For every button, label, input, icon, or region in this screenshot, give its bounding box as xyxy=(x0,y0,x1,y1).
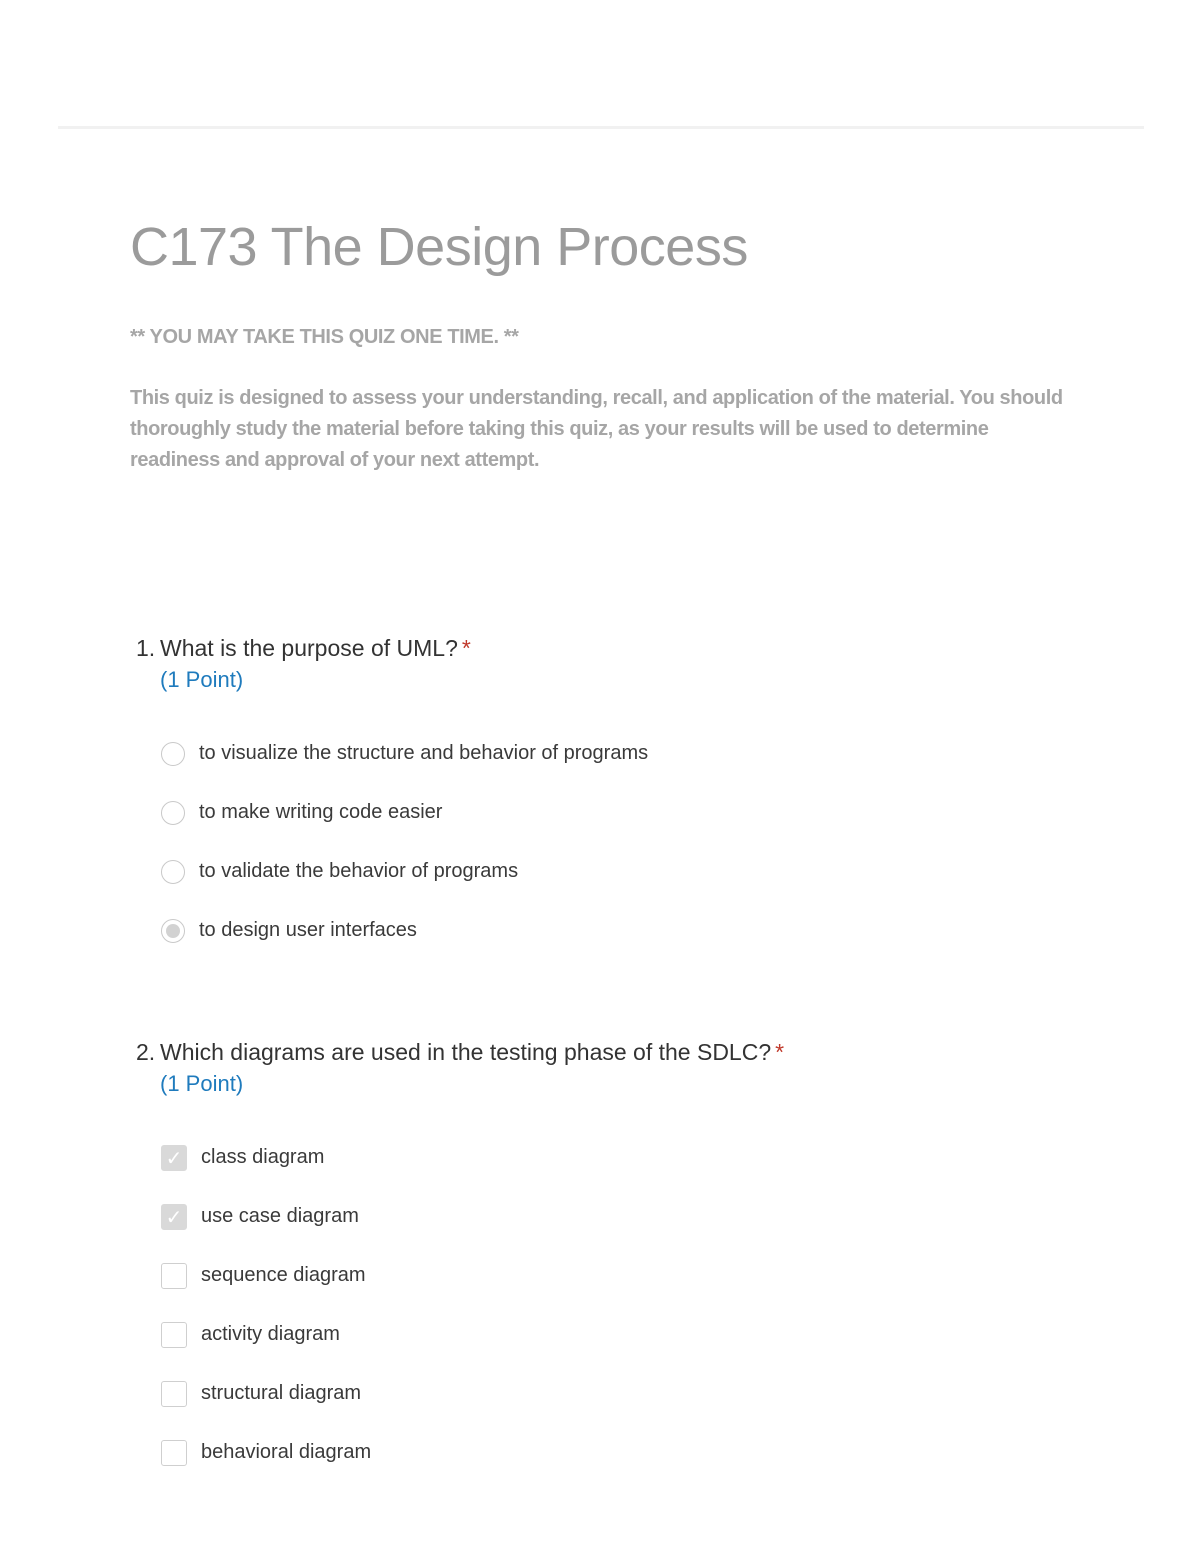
option-label[interactable]: behavioral diagram xyxy=(201,1441,372,1463)
checkbox[interactable] xyxy=(161,1381,187,1407)
checkbox-option[interactable] xyxy=(161,1305,1036,1364)
radio-button[interactable] xyxy=(161,801,185,825)
option-label[interactable]: class diagram xyxy=(201,1146,325,1168)
required-marker: * xyxy=(461,635,471,661)
option-label[interactable]: to design user interfaces xyxy=(199,919,417,941)
checkbox-option[interactable] xyxy=(161,1364,1036,1423)
checkbox-option[interactable] xyxy=(161,1187,1036,1246)
form-note: ** YOU MAY TAKE THIS QUIZ ONE TIME. ** xyxy=(130,326,519,348)
question-title xyxy=(136,1036,1036,1068)
header-divider xyxy=(58,126,1144,129)
checkbox-option[interactable] xyxy=(161,1246,1036,1305)
radio-option[interactable] xyxy=(161,842,1036,901)
option-label[interactable]: to validate the behavior of programs xyxy=(199,860,519,882)
radio-option[interactable] xyxy=(161,901,1036,960)
radio-button[interactable] xyxy=(161,860,185,884)
radio-option[interactable] xyxy=(161,724,1036,783)
question-points: (1 Point) xyxy=(160,667,244,692)
check-icon: ✓ xyxy=(165,1204,183,1229)
radio-group xyxy=(161,724,1036,960)
checkbox-option[interactable] xyxy=(161,1423,1036,1482)
option-label[interactable]: use case diagram xyxy=(201,1205,359,1227)
check-icon: ✓ xyxy=(165,1145,183,1170)
checkbox[interactable] xyxy=(161,1263,187,1289)
question-text: Which diagrams are used in the testing phase of the SDLC? xyxy=(160,1039,772,1065)
checkbox-checked[interactable] xyxy=(161,1145,187,1171)
option-label[interactable]: sequence diagram xyxy=(201,1264,366,1286)
form-title: C173 The Design Process xyxy=(130,217,748,277)
checkbox-group xyxy=(161,1128,1036,1482)
option-label[interactable]: structural diagram xyxy=(201,1382,362,1404)
checkbox[interactable] xyxy=(161,1440,187,1466)
question-text: What is the purpose of UML? xyxy=(160,635,458,661)
form-description: This quiz is designed to assess your understanding, recall, and application of the material. You should thoroughly study the material before taking this quiz, as your results will be used to determine readiness and approval of your next attempt. xyxy=(130,387,1063,471)
question-number: 1. xyxy=(136,635,156,661)
question-1 xyxy=(136,632,1036,960)
question-title xyxy=(136,632,1036,664)
checkbox[interactable] xyxy=(161,1322,187,1348)
question-points: (1 Point) xyxy=(160,1071,244,1096)
radio-button[interactable] xyxy=(161,742,185,766)
question-number: 2. xyxy=(136,1039,156,1065)
checkbox-checked[interactable] xyxy=(161,1204,187,1230)
radio-button-selected[interactable] xyxy=(161,919,185,943)
option-label[interactable]: to visualize the structure and behavior of programs xyxy=(199,742,649,764)
question-2 xyxy=(136,1036,1036,1482)
checkbox-option[interactable] xyxy=(161,1128,1036,1187)
radio-option[interactable] xyxy=(161,783,1036,842)
required-marker: * xyxy=(775,1039,785,1065)
option-label[interactable]: activity diagram xyxy=(201,1323,340,1345)
form-header xyxy=(130,210,1070,476)
option-label[interactable]: to make writing code easier xyxy=(199,801,443,823)
